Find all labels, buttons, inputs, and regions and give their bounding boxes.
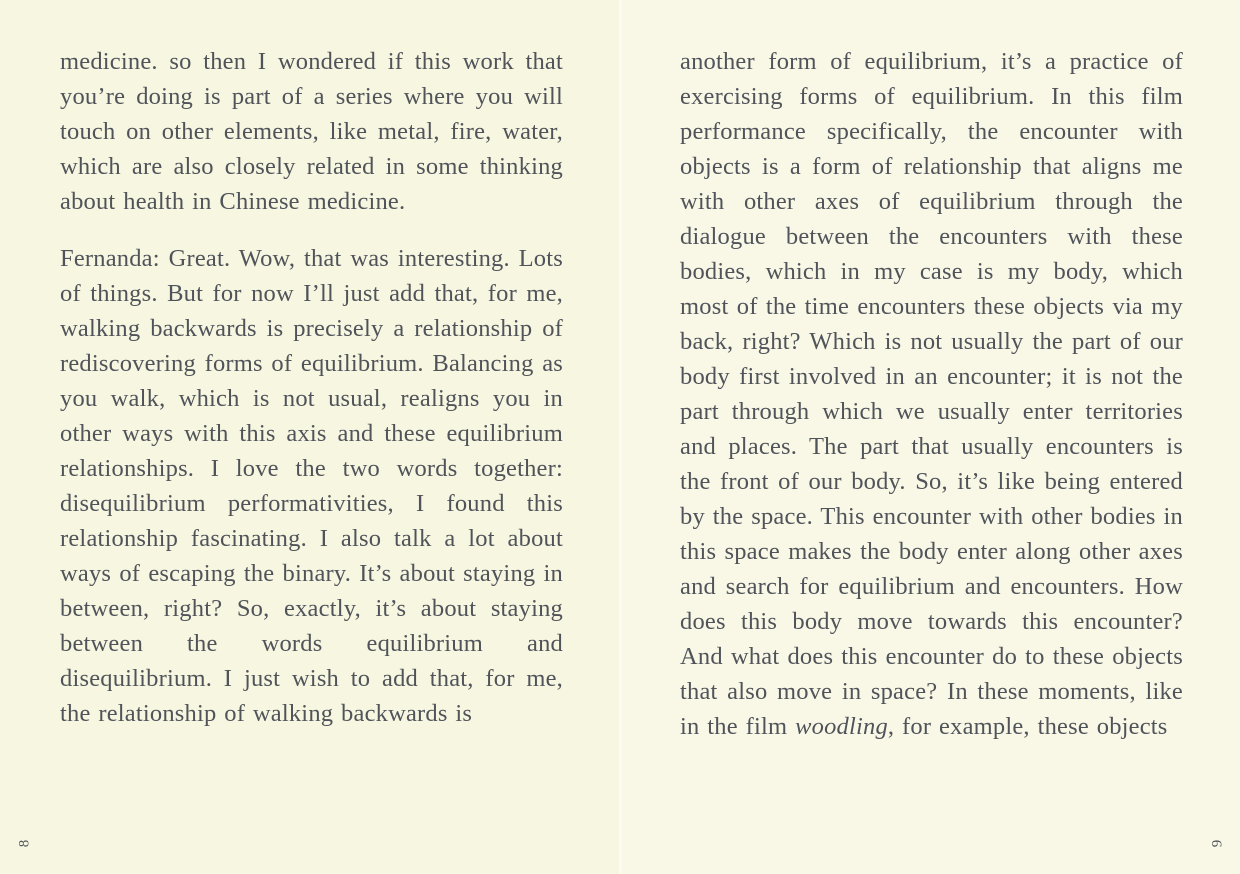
paragraph <box>680 44 1183 744</box>
text-run: medicine. so then I wondered if this work that you’re doing is part of a series where you will touch on other elements, like metal, fire, water, which are also closely related in some thinking about health in Chinese medicine. <box>60 48 563 215</box>
text-run: another form of equilibrium, it’s a practice of exercising forms of equilibrium. In this film performance specifically, the encounter with objects is a form of relationship that aligns me with other axes of equilibrium through the dialogue between the encounters with these bodies, which in my case is my body, which most of the time encounters these objects via my back, right? Which is not usually the part of our body first involved in an encounter; it is not the part through which we usually enter territories and places. The part that usually encounters is the front of our body. So, it’s like being entered by the space. This encounter with other bodies in this space makes the body enter along other axes and search for equilibrium and encounters. How does this body move towards this encounter? And what does this encounter do to these objects that also move in space? In these moments, like in the film <box>680 48 1183 740</box>
right-page-text-column <box>680 44 1183 744</box>
left-page-number: 8 <box>16 839 33 848</box>
gutter-fold-line <box>619 0 622 874</box>
text-run: Fernanda: Great. Wow, that was interesting. Lots of things. But for now I’ll just add that, for me, walking backwards is precisely a relationship of rediscovering forms of equilibrium. Balancing as you walk, which is not usual, realigns you in other ways with this axis and these equilibrium relationships. I love the two words together: disequilibrium performativities, I found this relationship fascinating. I also talk a lot about ways of escaping the binary. It’s about staying in between, right? So, exactly, it’s about staying between the words equilibrium and disequilibrium. I just wish to add that, for me, the relationship of walking backwards is <box>60 245 563 727</box>
paragraph <box>60 44 563 219</box>
right-page <box>620 0 1240 874</box>
left-page-text-column <box>60 44 563 731</box>
right-page-number: 9 <box>1208 839 1225 848</box>
film-title-italic: woodling <box>795 713 888 740</box>
paragraph <box>60 241 563 731</box>
text-run: , for example, these objects <box>887 713 1168 740</box>
